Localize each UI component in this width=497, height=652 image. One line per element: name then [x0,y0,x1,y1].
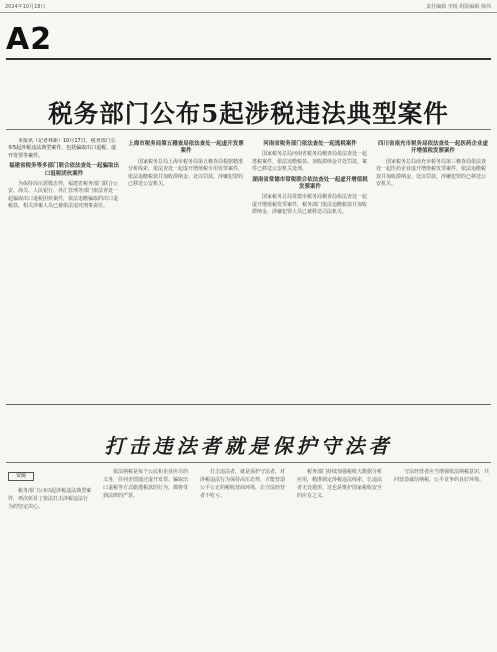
case-title: 上海市税务局第五稽查局依法查处一起虚开发票案件 [128,141,244,155]
commentary-title: 打击违法者就是保护守法者 [104,434,393,458]
case-body: 国家税务总局河南省税务局稽查局依法查处一起逃税案件，依法追缴税款、加收滞纳金并处罚款，案件已移送公安机关处理。 [252,151,368,173]
headline-divider [6,129,491,130]
commentary-paragraph: 守法经营者应当增强依法纳税意识，共同营造诚信纳税、公平竞争的良好环境。 [394,469,489,483]
section-divider [6,58,491,60]
commentary-paragraph: 依法纳税是每个公民和企业应尽的义务，任何企图通过虚开发票、骗取出口退税等方式偷逃税款的行为，都将受到法律的严惩。 [103,469,189,499]
section-label: A2 [6,22,53,57]
article-column-2 [128,138,244,390]
case-body: 国家税务总局上海市税务局第五稽查局根据精准分析线索，依法查处一起虚开增值税专用发票案件，依法追缴税款并加收滞纳金、处以罚款，涉嫌犯罪的已移送公安机关。 [128,158,244,188]
commentary-paragraph: 打击违法者，就是保护守法者。对涉税违法行为保持高压态势，才能营造公平公正的税收营商环境，让守法经营者不吃亏。 [200,469,286,499]
commentary-column-1 [8,468,92,648]
commentary-author: 贾璐 [8,472,34,481]
case-body: 国家税务总局南充市税务局第三稽查局依法查处一起医药企业虚开增值税发票案件，依法追缴税款并加收滞纳金、处以罚款，涉嫌犯罪的已移送公安机关。 [376,158,487,188]
case-title: 河南省税务部门依法查处一起逃税案件 [263,141,357,147]
commentary-paragraph: 税务部门持续加强税收大数据分析应用，精准锁定涉税违法线索，让违法者无处遁形，这也是维护国家税收安全的应有之义。 [297,469,383,499]
commentary-column-2 [103,468,189,648]
commentary-column-5 [394,468,489,648]
article-column-1 [8,138,120,390]
case-title: 福建省税务等多部门联合依法查处一起骗取出口退税团伙案件 [8,163,119,177]
headline: 税务部门公布5起涉税违法典型案件 [48,99,449,128]
case-body: 为保持高压震慑态势，福建省税务部门联合公安、海关、人民银行、外汇管理等部门依法查处一起骗取出口退税团伙案件，依法追缴骗取的出口退税款，相关涉案人员已被依法追究刑事责任。 [8,181,119,210]
commentary-column-3 [200,468,286,648]
article-column-3 [252,138,368,390]
article-column-4 [376,138,490,390]
issue-date: 2024年10月18日 [5,4,46,10]
commentary-column-4 [297,468,383,648]
commentary-rule [6,462,491,463]
commentary-paragraph: 税务部门公布5起涉税违法典型案件，再次彰显了依法打击涉税违法行为的坚定决心。 [8,488,92,510]
page-header-bar [0,0,497,13]
article-byline: 本报讯（记者林新）10月17日，税务部门公布5起涉税违法典型案件，包括骗取出口退税、虚开发票等案件。 [8,138,117,159]
editor-credits: 责任编辑 李锐 组版编辑 韩伟 [426,4,491,10]
case-title: 湖南省常德市常税联合依法查处一起虚开增值税发票案件 [252,176,368,191]
commentary-divider [6,404,491,405]
case-title: 四川省南充市税务局依法查处一起医药企业虚开增值税发票案件 [377,141,488,155]
case-body: 国家税务总局常德市税务局稽查局依法查处一起虚开增值税发票案件，税务部门依法追缴税款并加收滞纳金，涉嫌犯罪人员已被移送司法机关。 [252,194,368,216]
